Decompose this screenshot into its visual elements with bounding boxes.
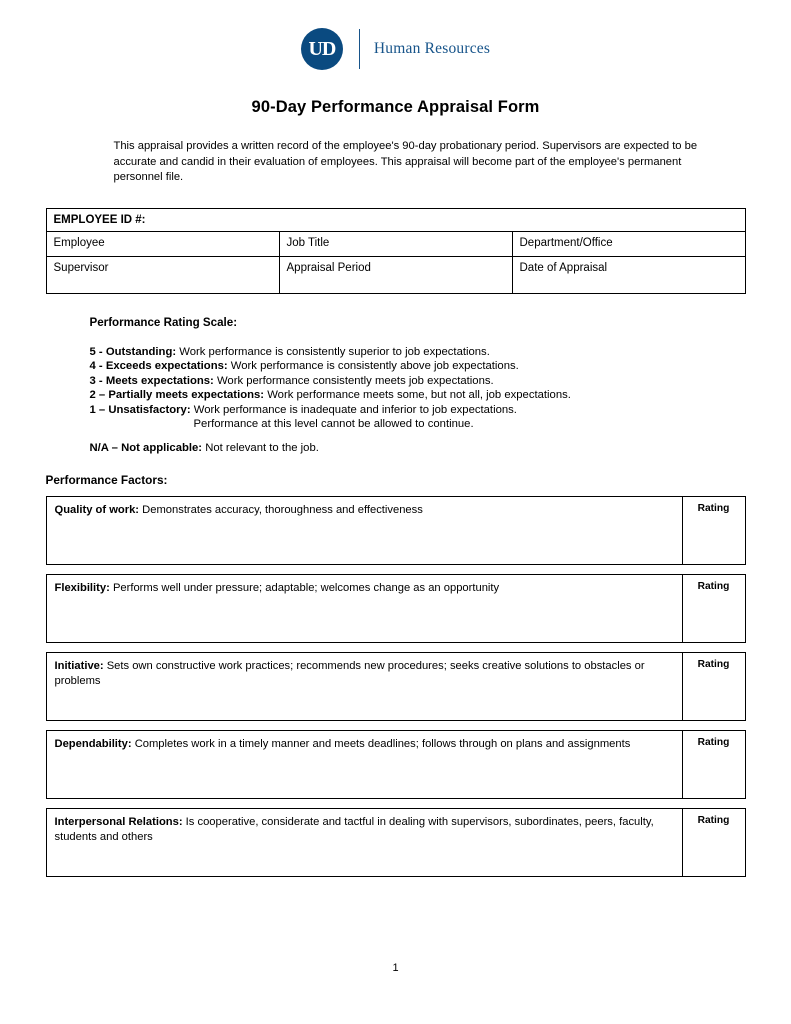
factor-interpersonal-relations [46, 808, 746, 877]
factor-description-block[interactable] [47, 575, 682, 642]
rating-scale-item [90, 345, 746, 360]
rating-text-na: Not relevant to the job. [205, 442, 319, 455]
factor-rating-cell[interactable]: Rating [682, 575, 745, 642]
factor-initiative [46, 652, 746, 721]
factor-description-block[interactable] [47, 653, 682, 720]
logo-text: Human Resources [373, 40, 491, 57]
factor-rating-cell[interactable]: Rating [682, 731, 745, 798]
factor-quality-of-work [46, 496, 746, 565]
employee-info-table [46, 208, 746, 294]
factor-name: Interpersonal Relations: [54, 815, 183, 828]
rating-scale-section [46, 316, 746, 456]
factor-description: Is cooperative, considerate and tactful in dealing with supervisors, subordinates, peers, faculty, students and others [54, 815, 654, 843]
factor-description-block[interactable] [47, 809, 682, 876]
factor-description-block[interactable] [47, 497, 682, 564]
field-appraisal-period[interactable]: Appraisal Period [279, 256, 512, 293]
performance-factors-heading: Performance Factors: [45, 472, 168, 487]
field-department-office[interactable]: Department/Office [512, 231, 745, 256]
rating-text-5: Work performance is consistently superior to job expectations. [179, 345, 490, 358]
factor-rating-cell[interactable]: Rating [682, 809, 745, 876]
rating-scale-heading: Performance Rating Scale: [89, 315, 238, 329]
factor-name: Initiative: [54, 659, 104, 672]
table-row [46, 208, 745, 231]
field-job-title[interactable]: Job Title [279, 231, 512, 256]
page-title: 90-Day Performance Appraisal Form [251, 98, 540, 116]
factor-rating-cell[interactable]: Rating [682, 497, 745, 564]
logo-divider [359, 29, 360, 69]
factor-name: Flexibility: [54, 581, 110, 594]
rating-text-2: Work performance meets some, but not all, job expectations. [267, 389, 571, 402]
factor-name: Dependability: [54, 737, 132, 750]
rating-scale-item [90, 403, 746, 418]
rating-scale-item [90, 359, 746, 374]
rating-scale-item-na [90, 441, 746, 456]
table-row [46, 231, 745, 256]
field-employee[interactable]: Employee [46, 231, 279, 256]
factor-description: Completes work in a timely manner and meets deadlines; follows through on plans and assignments [134, 737, 631, 750]
page-number: 1 [392, 962, 399, 974]
rating-level-5: 5 - Outstanding: [89, 345, 177, 358]
rating-continuation-text: Performance at this level cannot be allowed to continue. [193, 418, 474, 431]
factor-description: Performs well under pressure; adaptable; welcomes change as an opportunity [112, 581, 500, 594]
ud-logo-icon: UD [301, 28, 343, 70]
rating-level-na: N/A – Not applicable: [89, 442, 203, 455]
rating-level-2: 2 – Partially meets expectations: [89, 389, 265, 402]
factor-description: Sets own constructive work practices; recommends new procedures; seeks creative solutions to obstacles or problems [54, 659, 645, 687]
intro-paragraph: This appraisal provides a written record of the employee's 90-day probationary period. Supervisors are expected to be accurate and candid in their evaluation of employees. This appraisal will become part of the employee's permanent personnel file. [113, 140, 698, 183]
rating-text-3: Work performance consistently meets job expectations. [216, 374, 494, 387]
rating-text-1: Work performance is inadequate and inferior to job expectations. [193, 403, 517, 416]
factor-rating-cell[interactable]: Rating [682, 653, 745, 720]
rating-level-1: 1 – Unsatisfactory: [89, 403, 191, 416]
rating-level-3: 3 - Meets expectations: [89, 374, 214, 387]
employee-id-label: EMPLOYEE ID #: [46, 208, 745, 231]
rating-text-4: Work performance is consistently above job expectations. [230, 360, 519, 373]
factor-description-block[interactable] [47, 731, 682, 798]
field-supervisor[interactable]: Supervisor [46, 256, 279, 293]
factor-flexibility [46, 574, 746, 643]
rating-scale-item [90, 388, 746, 403]
table-row [46, 256, 745, 293]
field-date-of-appraisal[interactable]: Date of Appraisal [512, 256, 745, 293]
factor-dependability [46, 730, 746, 799]
factor-name: Quality of work: [54, 503, 140, 516]
rating-scale-item [90, 374, 746, 389]
rating-level-4: 4 - Exceeds expectations: [89, 360, 228, 373]
factor-description: Demonstrates accuracy, thoroughness and effectiveness [142, 503, 423, 516]
document-header [0, 26, 791, 72]
